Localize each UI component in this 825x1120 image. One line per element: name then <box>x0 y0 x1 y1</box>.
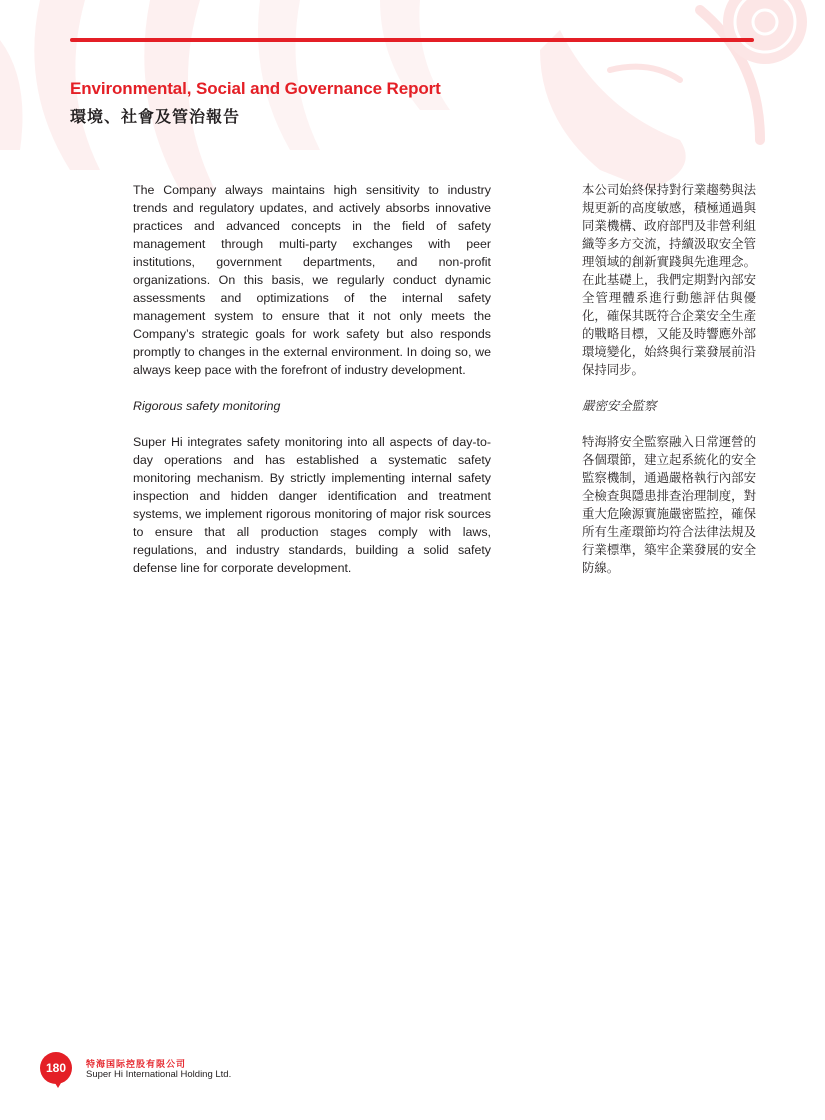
header-rule <box>70 38 754 42</box>
paragraph-safety-monitoring-zh: 特海將安全監察融入日常運營的各個環節，建立起系統化的安全監察機制，通過嚴格執行內部安全檢查與隱患排查治理制度，對重大危險源實施嚴密監控，確保所有生產環節均符合法律法規及行業標準，築牢企業發展的安全防線。 <box>582 435 756 575</box>
background-decoration <box>0 0 825 200</box>
page-number-badge: 180 <box>40 1052 72 1084</box>
company-name-en: Super Hi International Holding Ltd. <box>86 1069 232 1080</box>
subheading-safety-monitoring-zh: 嚴密安全監察 <box>582 399 657 413</box>
report-title-zh: 環境、社會及管治報告 <box>70 109 241 126</box>
company-name-zh: 特海国际控股有限公司 <box>86 1059 187 1069</box>
subheading-safety-monitoring-en: Rigorous safety monitoring <box>133 399 281 413</box>
paragraph-safety-monitoring-en: Super Hi integrates safety monitoring into all aspects of day-to-day operations and has established a systematic safety monitoring mechanism. By strictly implementing internal safety inspection and hidden danger identification and treatment systems, we implement rigorous monitoring of major risk sources to ensure that all production stages comply with laws, regulations, and industry standards, building a solid safety defense line for corporate development. <box>133 435 491 575</box>
paragraph-industry-trends-zh: 本公司始終保持對行業趨勢與法規更新的高度敏感，積極通過與同業機構、政府部門及非營利組織等多方交流，持續汲取安全管理領域的創新實踐與先進理念。在此基礎上，我們定期對內部安全管理體系進行動態評估與優化，確保其既符合企業安全生產的戰略目標，又能及時響應外部環境變化，始終與行業發展前沿保持同步。 <box>582 183 756 377</box>
report-title-en: Environmental, Social and Governance Report <box>70 79 441 98</box>
chinese-column <box>582 181 756 595</box>
english-column <box>133 181 491 595</box>
paragraph-industry-trends-en: The Company always maintains high sensitivity to industry trends and regulatory updates, and actively absorbs innovative practices and advanced concepts in the field of safety management through multi-party exchanges with peer institutions, government departments, and non-profit organizations. On this basis, we regularly conduct dynamic assessments and optimizations of the internal safety management system to ensure that it not only meets the Company’s strategic goals for work safety but also responds promptly to changes in the external environment. In doing so, we always keep pace with the forefront of industry development. <box>133 183 491 377</box>
